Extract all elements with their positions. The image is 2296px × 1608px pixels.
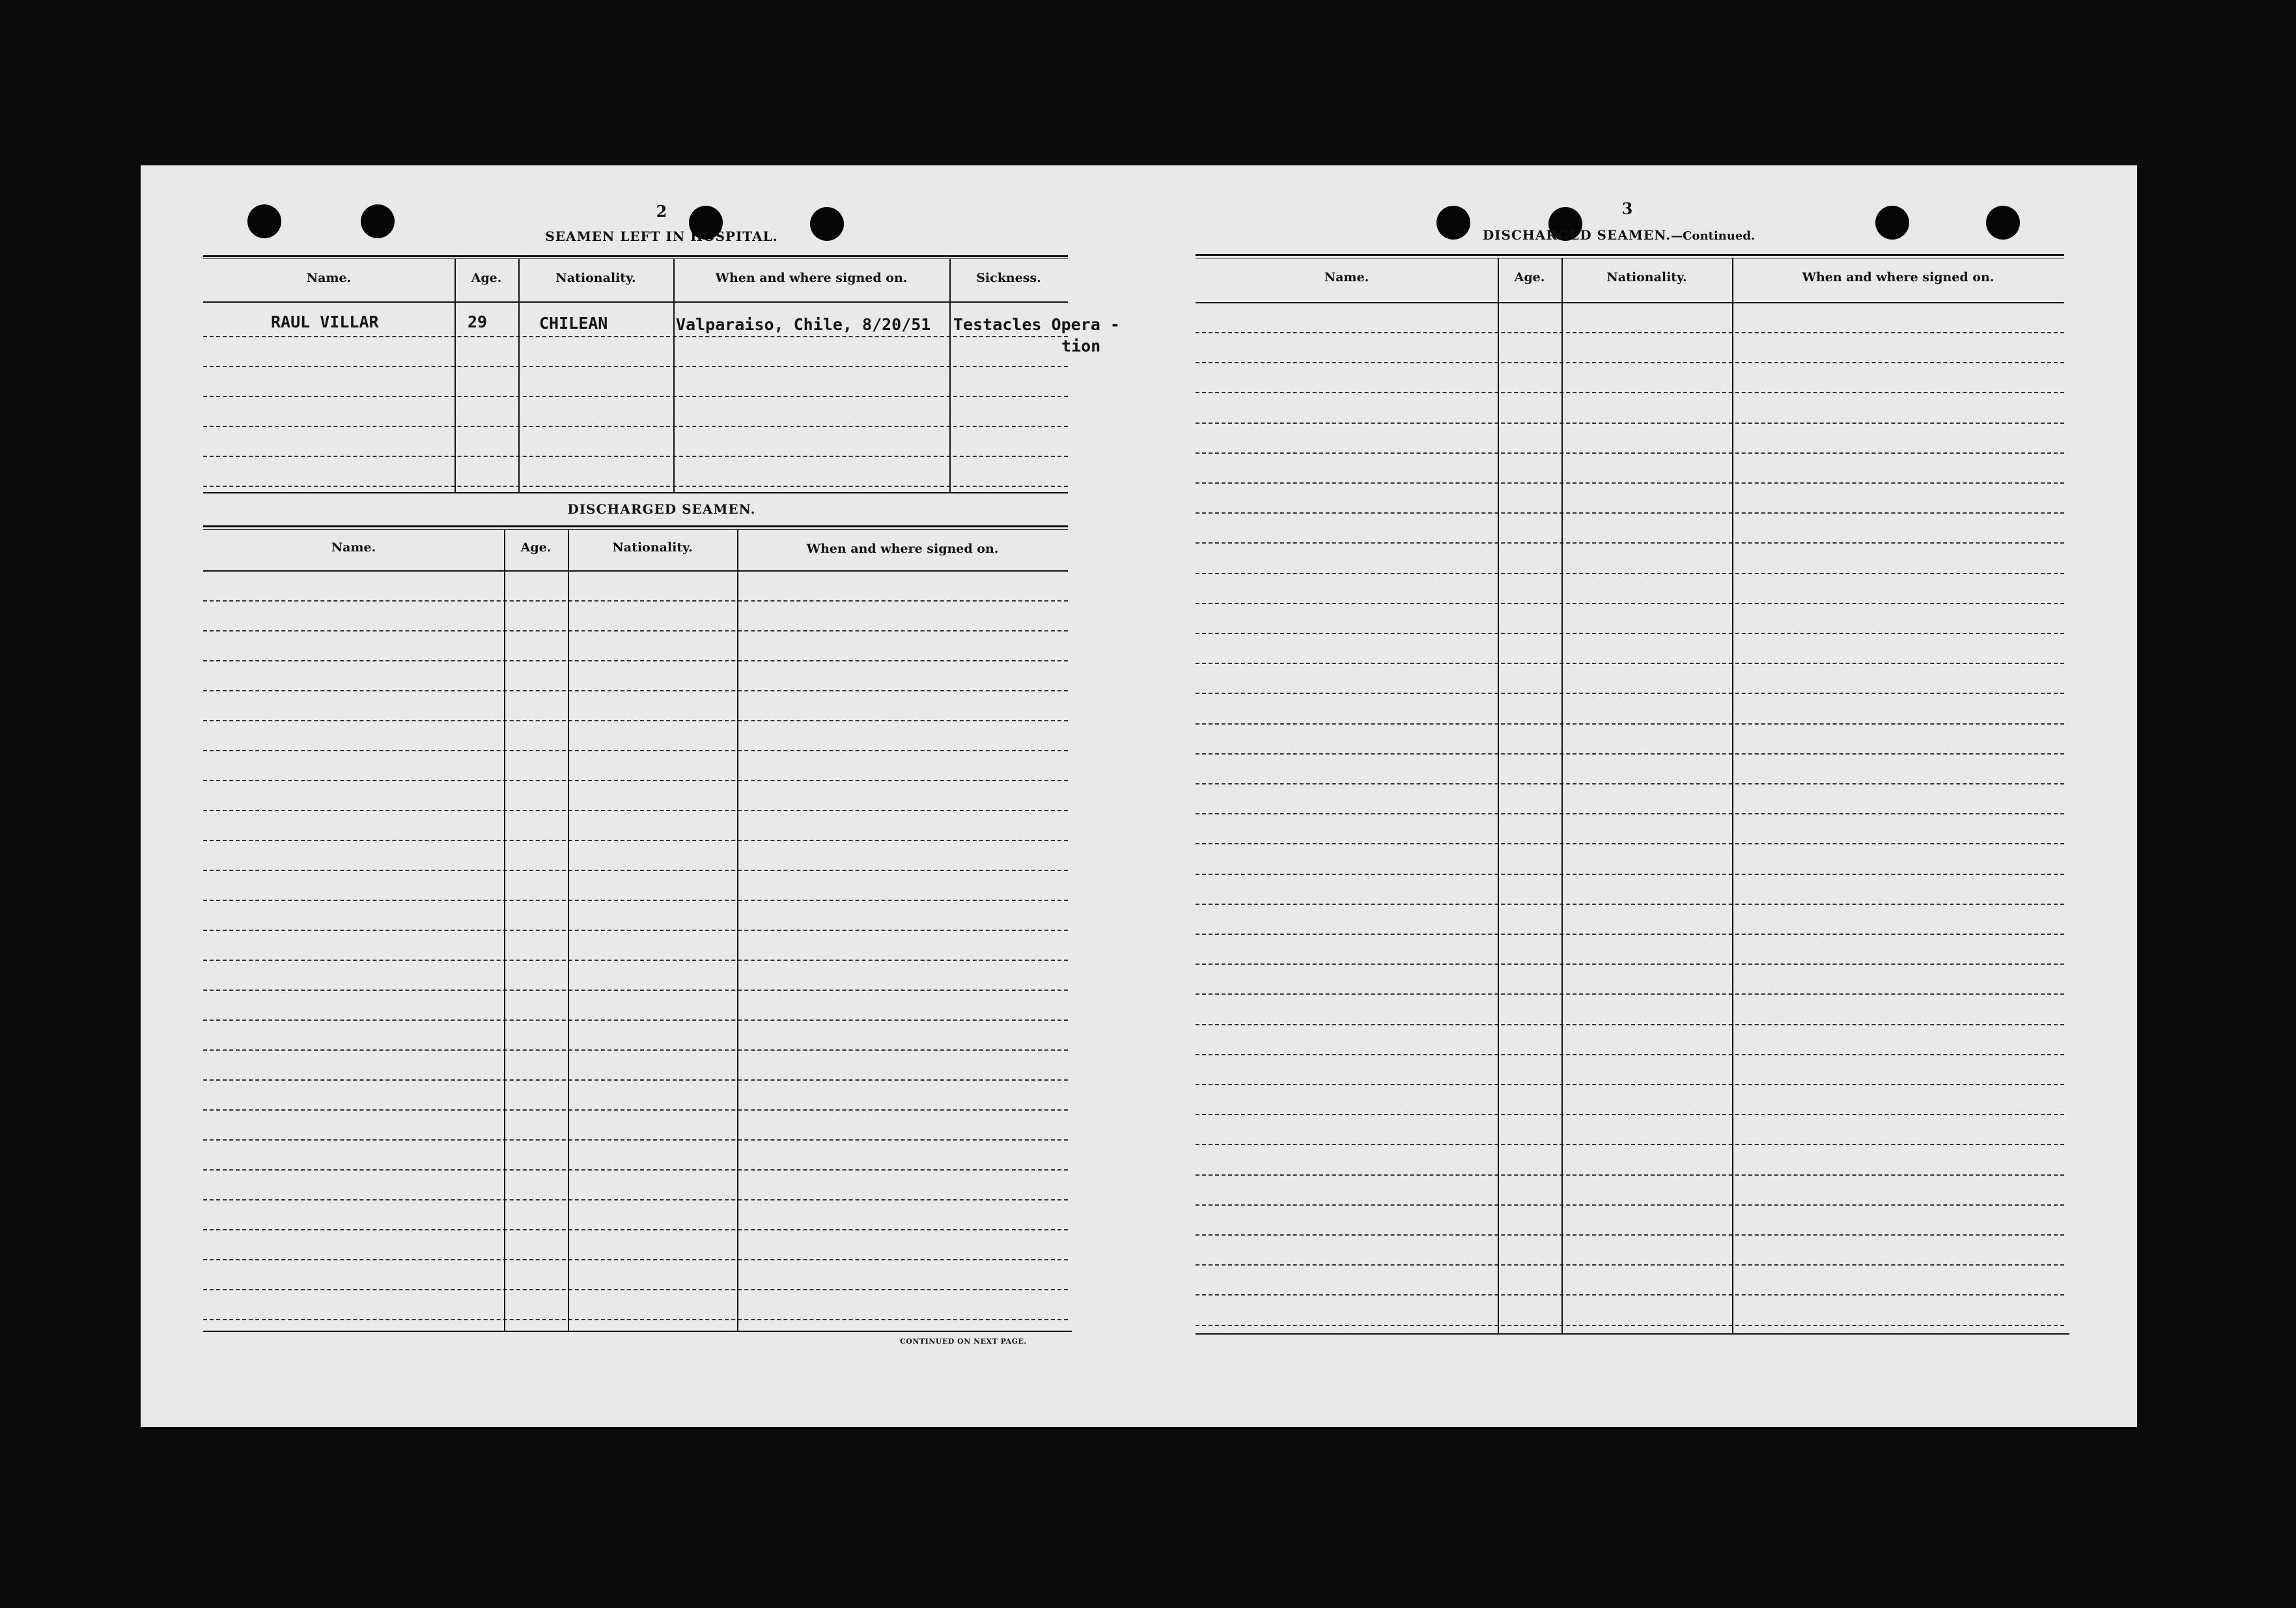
ruled-line xyxy=(1196,934,2064,935)
col-header-nationality: Nationality. xyxy=(612,540,693,555)
ruled-line xyxy=(1196,963,2064,965)
ruled-line xyxy=(203,780,1068,781)
ruled-line xyxy=(203,750,1068,751)
ruled-line xyxy=(203,1169,1068,1171)
continued-note: CONTINUED ON NEXT PAGE. xyxy=(900,1337,1027,1346)
discharged-section-title: DISCHARGED SEAMEN. xyxy=(567,501,756,517)
ruled-line xyxy=(1196,663,2064,664)
ruled-line xyxy=(203,690,1068,691)
ruled-line xyxy=(203,960,1068,961)
col-header-signed-on: When and where signed on. xyxy=(1802,270,1995,284)
ruled-line xyxy=(203,1109,1068,1111)
ruled-line xyxy=(1196,1144,2064,1145)
seaman-name: RAUL VILLAR xyxy=(271,312,379,331)
page-number-right: 3 xyxy=(1621,199,1633,218)
col-header-age: Age. xyxy=(520,540,552,555)
ruled-line xyxy=(203,900,1068,901)
ruled-line xyxy=(203,630,1068,631)
document-sheet xyxy=(141,165,2137,1427)
ruled-line xyxy=(1196,423,2064,424)
punch-hole xyxy=(361,204,395,238)
punch-hole xyxy=(1875,206,1909,240)
discharged-continued-title-suffix: —Continued. xyxy=(1671,229,1756,243)
seaman-signed-on: Valparaiso, Chile, 8/20/51 xyxy=(676,315,931,334)
col-header-age: Age. xyxy=(1514,270,1545,284)
col-header-nationality: Nationality. xyxy=(1606,270,1687,284)
ruled-line xyxy=(1196,993,2064,995)
ruled-line xyxy=(203,1319,1068,1320)
discharged-continued-title xyxy=(1436,227,1801,243)
ruled-line xyxy=(1196,783,2064,784)
punch-hole xyxy=(1986,206,2020,240)
ruled-line xyxy=(1196,753,2064,755)
ruled-line xyxy=(1196,1294,2064,1296)
ruled-line xyxy=(1196,452,2064,454)
ruled-line xyxy=(1196,813,2064,814)
hospital-section-title: SEAMEN LEFT IN HOSPITAL. xyxy=(545,229,778,244)
page-number-left: 2 xyxy=(656,202,667,221)
ruled-line xyxy=(203,870,1068,871)
ruled-line xyxy=(203,930,1068,931)
ruled-line xyxy=(1196,1204,2064,1206)
col-header-sickness: Sickness. xyxy=(976,271,1041,285)
ruled-line xyxy=(203,990,1068,991)
col-header-name: Name. xyxy=(306,271,352,285)
ruled-line xyxy=(203,1259,1068,1260)
ruled-line xyxy=(1196,362,2064,363)
ruled-line xyxy=(1196,1174,2064,1176)
ruled-line xyxy=(1196,542,2064,544)
seaman-nationality: CHILEAN xyxy=(539,314,608,333)
discharged-continued-title-main: DISCHARGED SEAMEN. xyxy=(1482,227,1672,243)
ruled-line xyxy=(1196,723,2064,725)
col-header-age: Age. xyxy=(471,271,502,285)
ruled-line xyxy=(1196,1114,2064,1115)
seaman-age: 29 xyxy=(468,312,488,331)
ruled-line xyxy=(1196,1234,2064,1236)
col-header-nationality: Nationality. xyxy=(555,271,636,285)
ruled-line xyxy=(203,840,1068,841)
ruled-line xyxy=(1196,332,2064,333)
ruled-line xyxy=(1196,512,2064,514)
ruled-line xyxy=(1196,904,2064,905)
ruled-line xyxy=(1196,693,2064,694)
seaman-sickness: Testacles Opera - xyxy=(953,315,1120,334)
ruled-line xyxy=(203,1229,1068,1230)
ruled-line xyxy=(203,600,1068,602)
ruled-line xyxy=(203,660,1068,661)
ruled-line xyxy=(203,1049,1068,1051)
ruled-line xyxy=(1196,1084,2064,1085)
ruled-line xyxy=(203,1199,1068,1200)
ruled-line xyxy=(1196,392,2064,393)
ruled-line xyxy=(203,1139,1068,1141)
ruled-line xyxy=(203,720,1068,721)
ruled-line xyxy=(1196,482,2064,484)
ruled-line xyxy=(1196,874,2064,875)
ruled-line xyxy=(1196,1264,2064,1266)
ruled-line xyxy=(203,1079,1068,1081)
col-header-name: Name. xyxy=(1324,270,1369,284)
ruled-line xyxy=(203,1289,1068,1290)
punch-hole xyxy=(247,204,281,238)
col-header-signed-on: When and where signed on. xyxy=(715,271,908,285)
ruled-line xyxy=(203,810,1068,811)
ruled-line xyxy=(1196,573,2064,574)
col-header-signed-on: When and where signed on. xyxy=(806,542,999,556)
ruled-line xyxy=(1196,1054,2064,1055)
ruled-line xyxy=(1196,603,2064,604)
ruled-line xyxy=(1196,1024,2064,1025)
seaman-sickness-cont: tion xyxy=(1061,337,1101,355)
ruled-line xyxy=(1196,633,2064,634)
ruled-line xyxy=(1196,843,2064,844)
col-header-name: Name. xyxy=(331,540,376,555)
ruled-line xyxy=(203,1019,1068,1021)
ruled-line xyxy=(1196,1325,2064,1326)
